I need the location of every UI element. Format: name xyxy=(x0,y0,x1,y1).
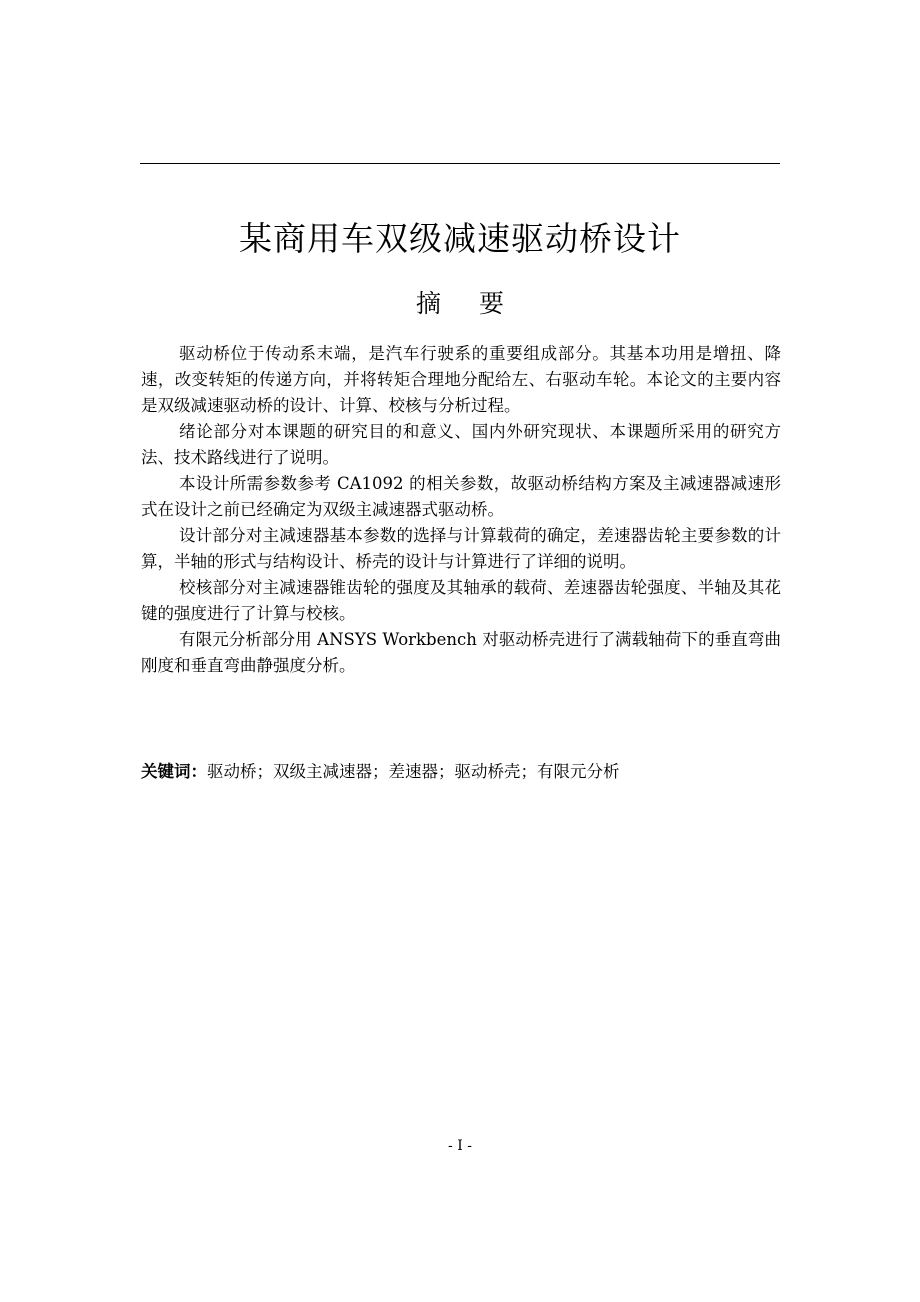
header-rule xyxy=(140,163,780,164)
abstract-paragraph: 绪论部分对本课题的研究目的和意义、国内外研究现状、本课题所采用的研究方法、技术路线进行了说明。 xyxy=(141,422,781,467)
document-title: 某商用车双级减速驱动桥设计 xyxy=(239,219,681,258)
abstract-paragraph: 驱动桥位于传动系末端，是汽车行驶系的重要组成部分。其基本功用是增扭、降速，改变转矩的传递方向，并将转矩合理地分配给左、右驱动车轮。本论文的主要内容是双级减速驱动桥的设计、计算、校核与分析过程。 xyxy=(141,344,781,415)
page-number: - I - xyxy=(448,1138,472,1154)
abstract-body xyxy=(141,341,781,679)
abstract-paragraph: 设计部分对主减速器基本参数的选择与计算载荷的确定，差速器齿轮主要参数的计算，半轴的形式与结构设计、桥壳的设计与计算进行了详细的说明。 xyxy=(141,526,781,571)
abstract-heading: 摘要 xyxy=(415,289,542,318)
keywords-list: 驱动桥；双级主减速器；差速器；驱动桥壳；有限元分析 xyxy=(207,762,620,781)
keywords-line xyxy=(141,759,781,785)
abstract-paragraph: 校核部分对主减速器锥齿轮的强度及其轴承的载荷、差速器齿轮强度、半轴及其花键的强度进行了计算与校核。 xyxy=(141,578,781,623)
keywords-label: 关键词： xyxy=(141,762,207,781)
abstract-paragraph: 本设计所需参数参考 CA1092 的相关参数，故驱动桥结构方案及主减速器减速形式在设计之前已经确定为双级主减速器式驱动桥。 xyxy=(141,474,781,519)
abstract-paragraph: 有限元分析部分用 ANSYS Workbench 对驱动桥壳进行了满载轴荷下的垂直弯曲刚度和垂直弯曲静强度分析。 xyxy=(141,630,781,675)
